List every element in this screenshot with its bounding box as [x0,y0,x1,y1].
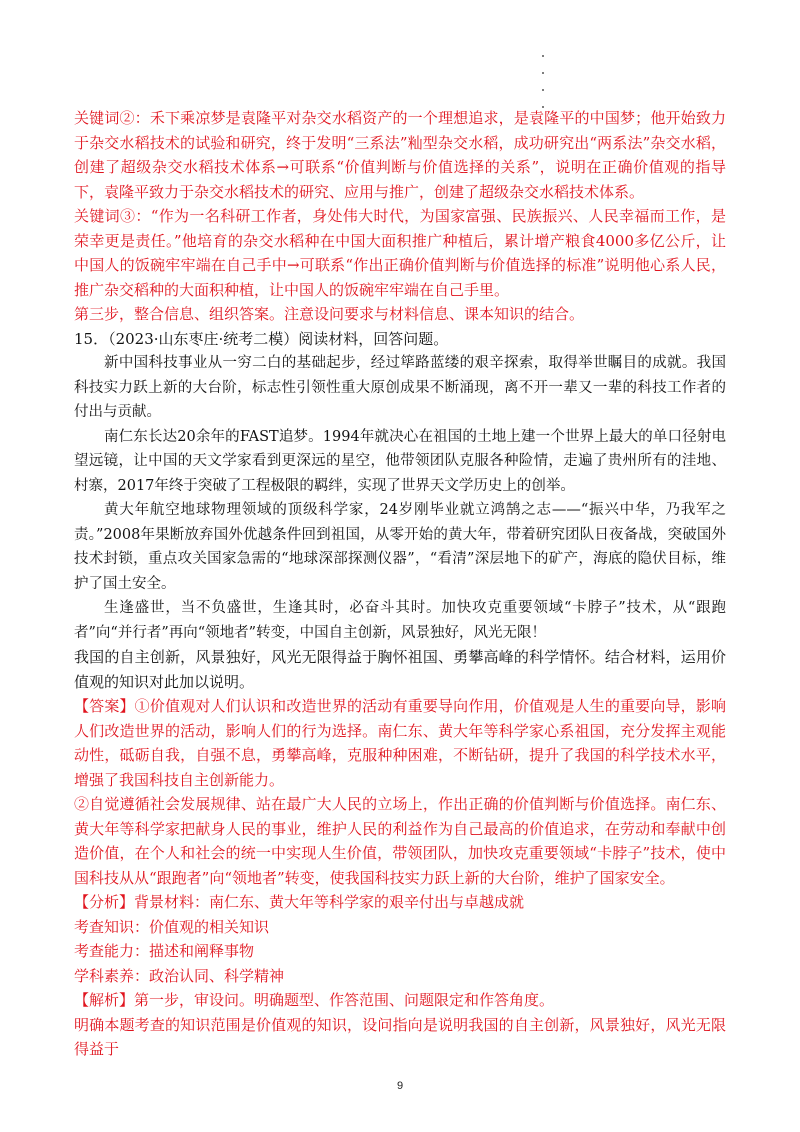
answer-point-1: 【答案】①价值观对人们认识和改造世界的活动有重要导向作用，价值观是人生的重要向导，影响人们改造世界的活动，影响人们的行为选择。南仁东、黄大年等科学家心系祖国，充分发挥主观能动性，砥砺自我，自强不息，勇攀高峰，克服种种困难，不断钻研，提升了我国的科学技术水平，增强了我国科技自主创新能力。 [74,697,726,789]
analysis-literacy: 学科素养：政治认同、科学精神 [74,966,285,985]
question-prompt: 我国的自主创新，风景独好，风光无限得益于胸怀祖国、勇攀高峰的科学情怀。结合材料，运用价值观的知识对此加以说明。 [74,648,726,691]
material-paragraph-2: 南仁东长达20余年的FAST追梦。1994年就决心在祖国的土地上建一个世界上最大的单口径射电望远镜，让中国的天文学家看到更深远的星空，他带领团队克服各种险情，走遍了贵州所有的洼地、村寨，2017年终于突破了工程极限的羁绊，实现了世界天文学历史上的创举。 [74,428,726,494]
analysis-knowledge: 考查知识：价值观的相关知识 [74,917,270,936]
analysis-ability: 考查能力：描述和阐释事物 [74,942,255,960]
step-3-paragraph: 第三步，整合信息、组织答案。注意设问要求与材料信息、课本知识的结合。 [74,305,585,323]
page-number: 9 [396,1080,404,1092]
answer-point-2: ②自觉遵循社会发展规律、站在最广大人民的立场上，作出正确的价值判断与价值选择。南仁东、黄大年等科学家把献身人民的事业，维护人民的利益作为自己最高的价值追求，在劳动和奉献中创造价值，在个人和社会的统一中实现人生价值，带领团队，加快攻克重要领域“卡脖子”技术，使中国科技从从“跟跑者”向“领地者”转变，使我国科技实力跃上新的大台阶，维护了国家安全。 [74,795,726,887]
dot-mark [542,89,544,91]
explanation-step-1: 【解析】第一步，审设问。明确题型、作答范围、问题限定和作答角度。 [74,991,555,1009]
keyword-3-paragraph: 关键词③：“作为一名科研工作者，身处伟大时代，为国家富强、民族振兴、人民幸福而工作，是荣幸更是责任。”他培育的杂交水稻种在中国大面积推广种植后，累计增产粮食4000多亿公斤，让中国人的饭碗牢牢端在自己手中→可联系“作出正确价值判断与价值选择的标准”说明他心系人民，推广杂交稻种的大面积种植，让中国人的饭碗牢牢端在自己手里。 [74,207,726,299]
keyword-2-paragraph: 关键词②：禾下乘凉梦是袁隆平对杂交水稻资产的一个理想追求，是袁隆平的中国梦；他开始致力于杂交水稻技术的试验和研究，终于发明“三系法”籼型杂交水稻，成功研究出“两系法”杂交水稻，创建了超级杂交水稻技术体系→可联系“价值判断与价值选择的关系”，说明在正确价值观的指导下，袁隆平致力于杂交水稻技术的研究、应用与推广，创建了超级杂交水稻技术体系。 [74,109,726,201]
dot-mark [542,55,544,57]
material-paragraph-1: 新中国科技事业从一穷二白的基础起步，经过筚路蓝缕的艰辛探索，取得举世瞩目的成就。我国科技实力跃上新的大台阶，标志性引领性重大原创成果不断涌现，离不开一辈又一辈的科技工作者的付出与贡献。 [74,355,726,420]
analysis-background: 【分析】背景材料：南仁东、黄大年等科学家的艰辛付出与卓越成就 [74,893,525,911]
dot-mark [542,72,544,74]
page-content [74,106,726,1062]
question-heading: 15．（2023·山东枣庄·统考二模）阅读材料，回答问题。 [74,329,449,348]
explanation-scope: 明确本题考查的知识范围是价值观的知识，设问指向是说明我国的自主创新，风景独好，风光无限得益于 [74,1015,726,1058]
material-paragraph-4: 生逢盛世，当不负盛世，生逢其时，必奋斗其时。加快攻克重要领域“卡脖子”技术，从“跟跑者”向“并行者”再向“领地者”转变，中国自主创新，风景独好，风光无限！ [74,600,726,641]
material-paragraph-3: 黄大年航空地球物理领域的顶级科学家，24岁刚毕业就立鸿鹄之志——“振兴中华，乃我军之责。”2008年果断放弃国外优越条件回到祖国，从零开始的黄大年，带着研究团队日夜备战，突破国外技术封锁，重点攻关国家急需的“地球深部探测仪器”，“看清”深层地下的矿产，海底的隐伏目标，维护了国土安全。 [74,502,726,592]
